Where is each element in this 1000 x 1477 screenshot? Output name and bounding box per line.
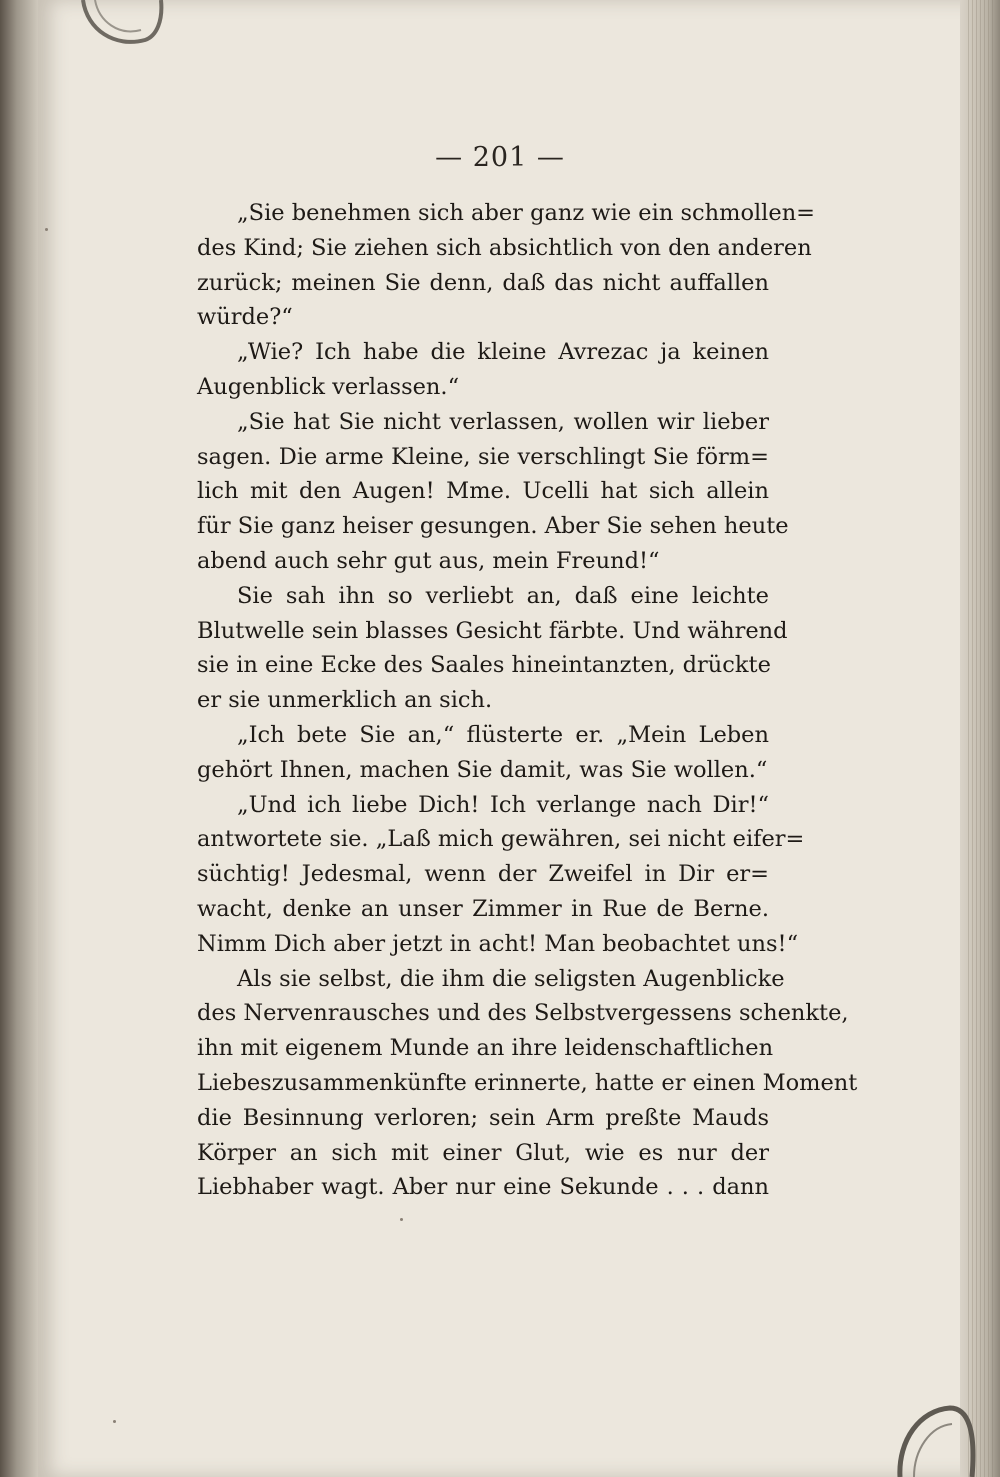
text-line: sie in eine Ecke des Saales hineintanzten, drückte <box>197 652 771 679</box>
paper-speck <box>400 1218 403 1221</box>
text-line: des Nervenrausches und des Selbstvergessens schenkte, <box>197 1000 849 1027</box>
bottom-clip-icon <box>880 1380 980 1477</box>
text-line: Liebhaber wagt. Aber nur eine Sekunde . . . dann <box>197 1174 769 1201</box>
text-line: abend auch sehr gut aus, mein Freund!“ <box>197 547 660 574</box>
top-clip-icon <box>75 0 165 48</box>
text-line: lich mit den Augen! Mme. Ucelli hat sich allein <box>197 478 769 505</box>
text-line: die Besinnung verloren; sein Arm preßte Mauds <box>197 1104 769 1131</box>
text-line: ihn mit eigenem Munde an ihre leidenschaftlichen <box>197 1035 774 1062</box>
text-line: des Kind; Sie ziehen sich absichtlich von den anderen <box>197 234 812 261</box>
text-line: würde?“ <box>197 304 293 331</box>
text-line: sagen. Die arme Kleine, sie verschlingt Sie förm= <box>197 443 769 470</box>
paper-speck <box>113 1420 116 1423</box>
text-line: Blutwelle sein blasses Gesicht färbte. Und während <box>197 617 788 644</box>
text-line: er sie unmerklich an sich. <box>197 687 493 714</box>
text-line: „Sie hat Sie nicht verlassen, wollen wir lieber <box>237 408 769 435</box>
text-line: „Wie? Ich habe die kleine Avrezac ja keinen <box>237 339 769 366</box>
text-line: Als sie selbst, die ihm die seligsten Augenblicke <box>237 965 785 992</box>
text-line: „Ich bete Sie an,“ flüsterte er. „Mein Leben <box>237 721 769 748</box>
page-number: — 201 — <box>435 142 565 173</box>
text-line: Sie sah ihn so verliebt an, daß eine leichte <box>237 582 769 609</box>
text-line: zurück; meinen Sie denn, daß das nicht auffallen <box>197 269 769 296</box>
text-line: „Und ich liebe Dich! Ich verlange nach Dir!“ <box>237 791 769 818</box>
text-line: antwortete sie. „Laß mich gewähren, sei nicht eifer= <box>197 826 805 853</box>
text-line: Nimm Dich aber jetzt in acht! Man beobachtet uns!“ <box>197 930 799 957</box>
text-line: süchtig! Jedesmal, wenn der Zweifel in Dir er= <box>197 861 769 888</box>
text-line: Liebeszusammenkünfte erinnerte, hatte er einen Moment <box>197 1069 858 1096</box>
text-line: wacht, denke an unser Zimmer in Rue de Berne. <box>197 895 769 922</box>
text-line: Körper an sich mit einer Glut, wie es nur der <box>197 1139 769 1166</box>
text-line: Augenblick verlassen.“ <box>197 373 460 400</box>
text-line: für Sie ganz heiser gesungen. Aber Sie sehen heute <box>197 513 789 540</box>
paper-speck <box>45 228 48 231</box>
text-line: gehört Ihnen, machen Sie damit, was Sie wollen.“ <box>197 756 768 783</box>
book-gutter <box>0 0 42 1477</box>
body-text <box>197 196 858 1205</box>
text-line: „Sie benehmen sich aber ganz wie ein schmollen= <box>237 200 816 226</box>
page-stack-lines <box>968 0 994 1477</box>
